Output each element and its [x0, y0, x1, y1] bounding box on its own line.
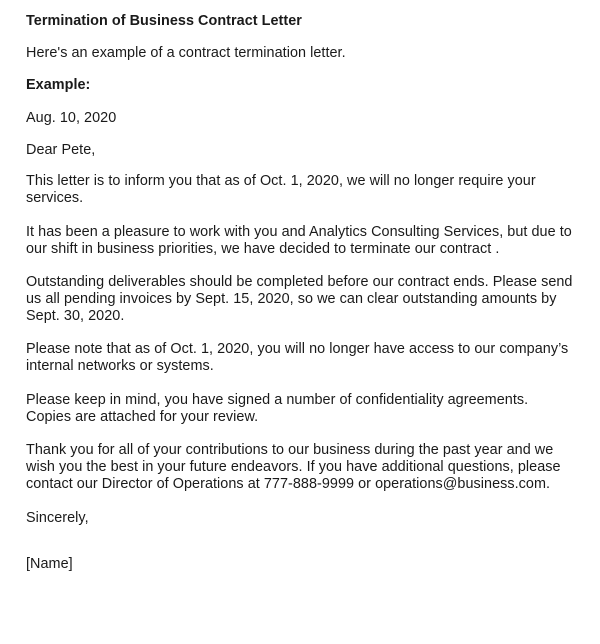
- letter-paragraph: Thank you for all of your contributions to our business during the past year and we wish you the best in your future endeavors. If you have additional questions, please contact our Director of Operations at 777-888-9999 or operations@business.com.: [26, 441, 561, 493]
- example-label: Example:: [26, 76, 91, 93]
- letter-paragraph: Please keep in mind, you have signed a number of confidentiality agreements. Copies are attached for your review.: [26, 391, 529, 426]
- letter-content: [26, 13, 574, 574]
- letter-paragraph: Outstanding deliverables should be completed before our contract ends. Please send us all pending invoices by Sept. 15, 2020, so we can clear outstanding amounts by Sept. 30, 2020.: [26, 273, 573, 325]
- letter-date: Aug. 10, 2020: [26, 110, 117, 127]
- letter-closing: Sincerely,: [26, 509, 89, 526]
- letter-paragraph: This letter is to inform you that as of Oct. 1, 2020, we will no longer require your services.: [26, 173, 536, 207]
- letter-paragraph: It has been a pleasure to work with you and Analytics Consulting Services, but due to our shift in business priorities, we have decided to terminate our contract .: [26, 223, 572, 258]
- intro-text: Here's an example of a contract termination letter.: [26, 45, 346, 62]
- letter-salutation: Dear Pete,: [26, 141, 96, 158]
- letter-signature: [Name]: [26, 556, 73, 573]
- document-title: Termination of Business Contract Letter: [26, 13, 302, 29]
- letter-paragraph: Please note that as of Oct. 1, 2020, you will no longer have access to our company’s internal networks or systems.: [26, 340, 569, 375]
